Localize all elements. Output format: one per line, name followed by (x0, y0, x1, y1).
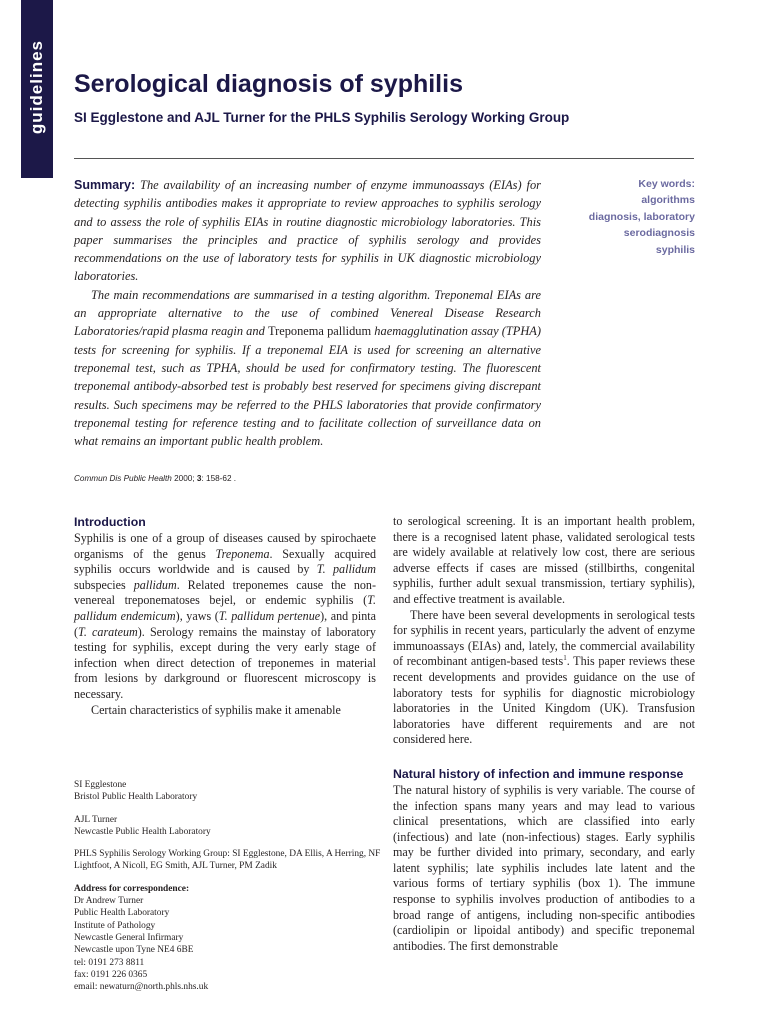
keywords-block (560, 176, 695, 258)
citation-pages: : 158-62 . (201, 474, 237, 483)
correspondence-label: Address for correspondence: (74, 883, 190, 894)
correspondence-block: Address for correspondence: Dr Andrew Turner Public Health Laboratory Institute of Pathology Newcastle General Infirmary Newcastle upon Tyne NE4 6BE tel: 0191 273 8811 fax: 0191 226 0365 email: newaturn@north.phls.nhs.uk (74, 883, 384, 994)
summary-label: Summary: (74, 178, 136, 192)
citation (74, 473, 236, 484)
section-tab-label: guidelines (27, 40, 46, 135)
right-column (393, 514, 695, 954)
keyword-item: serodiagnosis (623, 227, 695, 240)
summary-paragraph-2: The main recommendations are summarised in a testing algorithm. Treponemal EIAs are an appropriate alternative to the use of combined Venereal Disease Research Laboratories/rapid plasma reagin and Treponema pallidum haemagglutination assay (TPHA) tests for screening for syphilis. If a treponemal EIA is used for screening an alternative treponemal test, such as TPHA, should be used for confirmatory testing. The fluorescent treponemal antibody-absorbed test is probably best reserved for specimens giving discrepant results. Such specimens may be referred to the PHLS laboratories that provide confirmatory treponemal testing for reference testing and to facilitate collection of surveillance data on what remains an important public health problem. (74, 287, 541, 449)
article-title: Serological diagnosis of syphilis (74, 70, 463, 98)
article-authors: SI Egglestone and AJL Turner for the PHLS Syphilis Serology Working Group (74, 110, 570, 125)
header-divider (74, 158, 694, 159)
correspondence-email: email: newaturn@north.phls.nhs.uk (74, 982, 209, 993)
body-paragraph-3: The natural history of syphilis is very variable. The course of the infection spans many years and may lead to various clinical presentations, which are classified into early (infectious) and late (non-infectious) stages. Early syphilis may be further divided into primary, secondary, and early latent syphilis; late syphilis includes late latent and the various forms of tertiary syphilis (box 1). The immune response to syphilis involves production of antibodies to a broad range of antigens, including non-specific antibodies (cardiolipin or lipoidal antibody) and specific treponemal antibodies. The first demonstrable (393, 782, 695, 953)
section-tab (21, 0, 53, 178)
affiliations-block (74, 779, 384, 993)
working-group: PHLS Syphilis Serology Working Group: SI Egglestone, DA Ellis, A Herring, NF Lightfoot, A Nicoll, EG Smith, AJL Turner, PM Zadik (74, 849, 381, 872)
body-paragraph-1: to serological screening. It is an important health problem, there is a recognised latent phase, validated serological tests are widely available at relatively low cost, there are serious adverse effects if cases are missed (stillbirths, congenital syphilis, further adult sexual transmission, tertiary syphilis), and effective treatment is available. (393, 514, 695, 606)
introduction-heading: Introduction (74, 515, 146, 529)
affiliation-2: AJL Turner Newcastle Public Health Laboratory (74, 814, 211, 837)
affiliation-1: SI Egglestone Bristol Public Health Laboratory (74, 780, 198, 803)
intro-paragraph-2: Certain characteristics of syphilis make it amenable (91, 702, 341, 717)
keyword-item: diagnosis, laboratory (588, 210, 695, 223)
natural-history-heading: Natural history of infection and immune response (393, 766, 684, 781)
intro-paragraph-1: Syphilis is one of a group of diseases caused by spirochaete organisms of the genus Treponema. Sexually acquired syphilis occurs worldwide and is caused by T. pallidum subspecies pallidum. Related treponemes cause the non-venereal treponematoses bejel, or endemic syphilis (T. pallidum endemicum), yaws (T. pallidum pertenue), and pinta (T. carateum). Serology remains the mainstay of laboratory testing for syphilis, except during the very early stage of infection when direct detection of treponemes in material from lesions by darkground or fluorescent microscopy is necessary. (74, 531, 376, 701)
keyword-item: algorithms (641, 194, 695, 207)
keywords-label: Key words: (638, 178, 695, 190)
keyword-item: syphilis (655, 243, 695, 256)
summary-block (74, 176, 541, 450)
citation-volume: 3 (196, 474, 202, 483)
summary-paragraph-1: Summary: The availability of an increasing number of enzyme immunoassays (EIAs) for detecting syphilis antibodies makes it appropriate to review approaches to syphilis serology and to assess the role of syphilis EIAs in routine diagnostic microbiology laboratories. This paper summarises the principles and practice of syphilis serology and provides recommendations on the use of laboratory tests for syphilis in UK diagnostic microbiology laboratories. (74, 178, 541, 284)
body-paragraph-2: There have been several developments in serological tests for syphilis in recent years, particularly the advent of enzyme immunoassays (EIAs) and, lately, the commercial availability of recombinant antigen-based tests$^1$. This paper reviews these recent developments and provides guidance on the use of laboratory tests for syphilis for diagnostic microbiology laboratories in the United Kingdom (UK). Transfusion laboratories have different requirements and are not considered here. (393, 607, 696, 747)
citation-journal: Commun Dis Public Health (74, 474, 172, 483)
citation-year: 2000; (174, 474, 195, 483)
left-column (74, 514, 376, 718)
